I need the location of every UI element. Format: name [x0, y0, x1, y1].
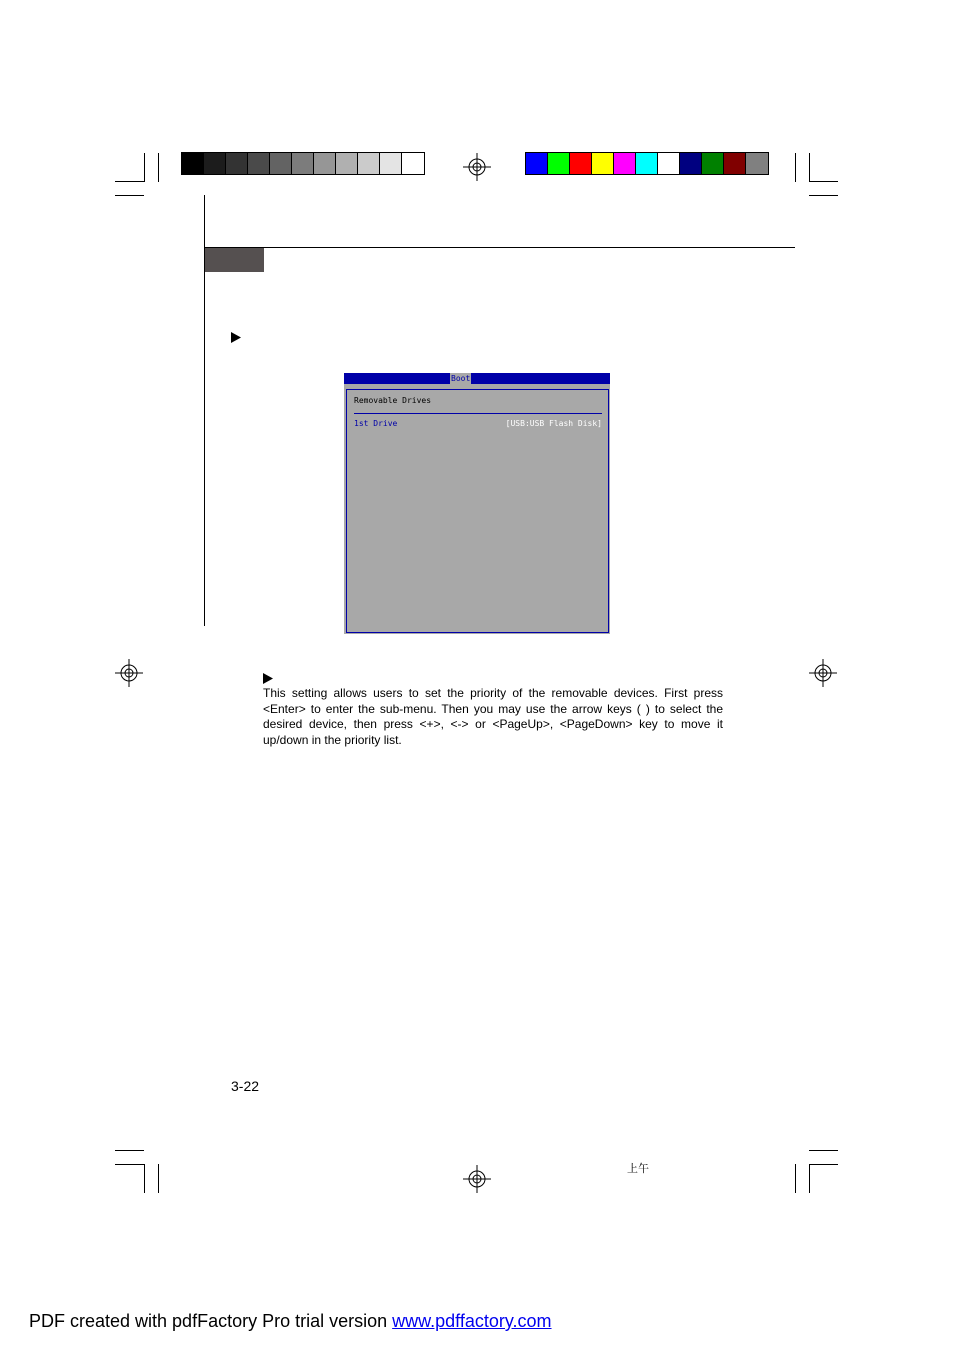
crop-mark — [795, 153, 796, 182]
color-swatch — [636, 153, 658, 174]
crop-mark — [115, 1164, 144, 1165]
crop-mark — [115, 195, 144, 196]
color-swatch — [592, 153, 614, 174]
crop-mark — [144, 153, 145, 182]
gray-swatch — [402, 153, 424, 174]
gray-swatch — [248, 153, 270, 174]
crop-mark — [809, 181, 838, 182]
bios-screenshot — [344, 373, 610, 634]
color-bar — [525, 152, 769, 175]
crop-mark — [809, 153, 810, 182]
crop-mark — [115, 181, 144, 182]
arrow-bullet-icon — [231, 332, 241, 343]
registration-mark-icon — [463, 1165, 491, 1193]
pdffactory-link[interactable]: www.pdffactory.com — [392, 1311, 552, 1331]
bios-divider — [354, 413, 602, 414]
gray-swatch — [204, 153, 226, 174]
bios-title: Boot — [451, 374, 471, 383]
page-number: 3-22 — [231, 1078, 260, 1094]
bios-drive-value[interactable]: [USB:USB Flash Disk] — [505, 419, 602, 428]
bios-title-bar — [344, 373, 610, 384]
chapter-tab — [205, 248, 264, 272]
color-swatch — [724, 153, 746, 174]
arrow-bullet-icon — [263, 673, 273, 684]
crop-mark — [795, 1164, 796, 1193]
color-swatch — [614, 153, 636, 174]
bios-drive-label[interactable]: 1st Drive — [354, 419, 398, 428]
registration-mark-icon — [809, 659, 837, 687]
registration-mark-icon — [463, 153, 491, 181]
header-rule — [204, 247, 795, 248]
crop-mark — [809, 195, 838, 196]
gray-swatch — [226, 153, 248, 174]
gray-swatch — [182, 153, 204, 174]
gray-swatch — [336, 153, 358, 174]
pdf-footer — [29, 1311, 552, 1332]
registration-mark-icon — [115, 659, 143, 687]
gray-swatch — [270, 153, 292, 174]
gray-swatch — [314, 153, 336, 174]
crop-mark — [115, 1150, 144, 1151]
color-swatch — [570, 153, 592, 174]
description-paragraph: This setting allows users to set the priority of the removable devices. First press <Enter> to enter the sub-menu. Then you may use the arrow keys ( ) to select the desired device, then press <+>, <-> or <PageUp>, <PageDown> key to move it up/down in the priority list. — [263, 686, 723, 747]
crop-mark — [158, 1164, 159, 1193]
color-swatch — [746, 153, 768, 174]
crop-mark — [158, 153, 159, 182]
pdf-footer-text: PDF created with pdfFactory Pro trial version — [29, 1311, 393, 1331]
imprint-text: 上午 — [627, 1162, 649, 1175]
color-swatch — [680, 153, 702, 174]
color-swatch — [658, 153, 680, 174]
gray-swatch — [358, 153, 380, 174]
crop-mark — [809, 1150, 838, 1151]
color-swatch — [526, 153, 548, 174]
gray-swatch — [292, 153, 314, 174]
bios-section-heading: Removable Drives — [354, 396, 432, 405]
grayscale-bar — [181, 152, 425, 175]
color-swatch — [702, 153, 724, 174]
color-swatch — [548, 153, 570, 174]
bios-panel — [346, 389, 609, 633]
crop-mark — [809, 1164, 810, 1193]
gray-swatch — [380, 153, 402, 174]
crop-mark — [809, 1164, 838, 1165]
crop-mark — [144, 1164, 145, 1193]
